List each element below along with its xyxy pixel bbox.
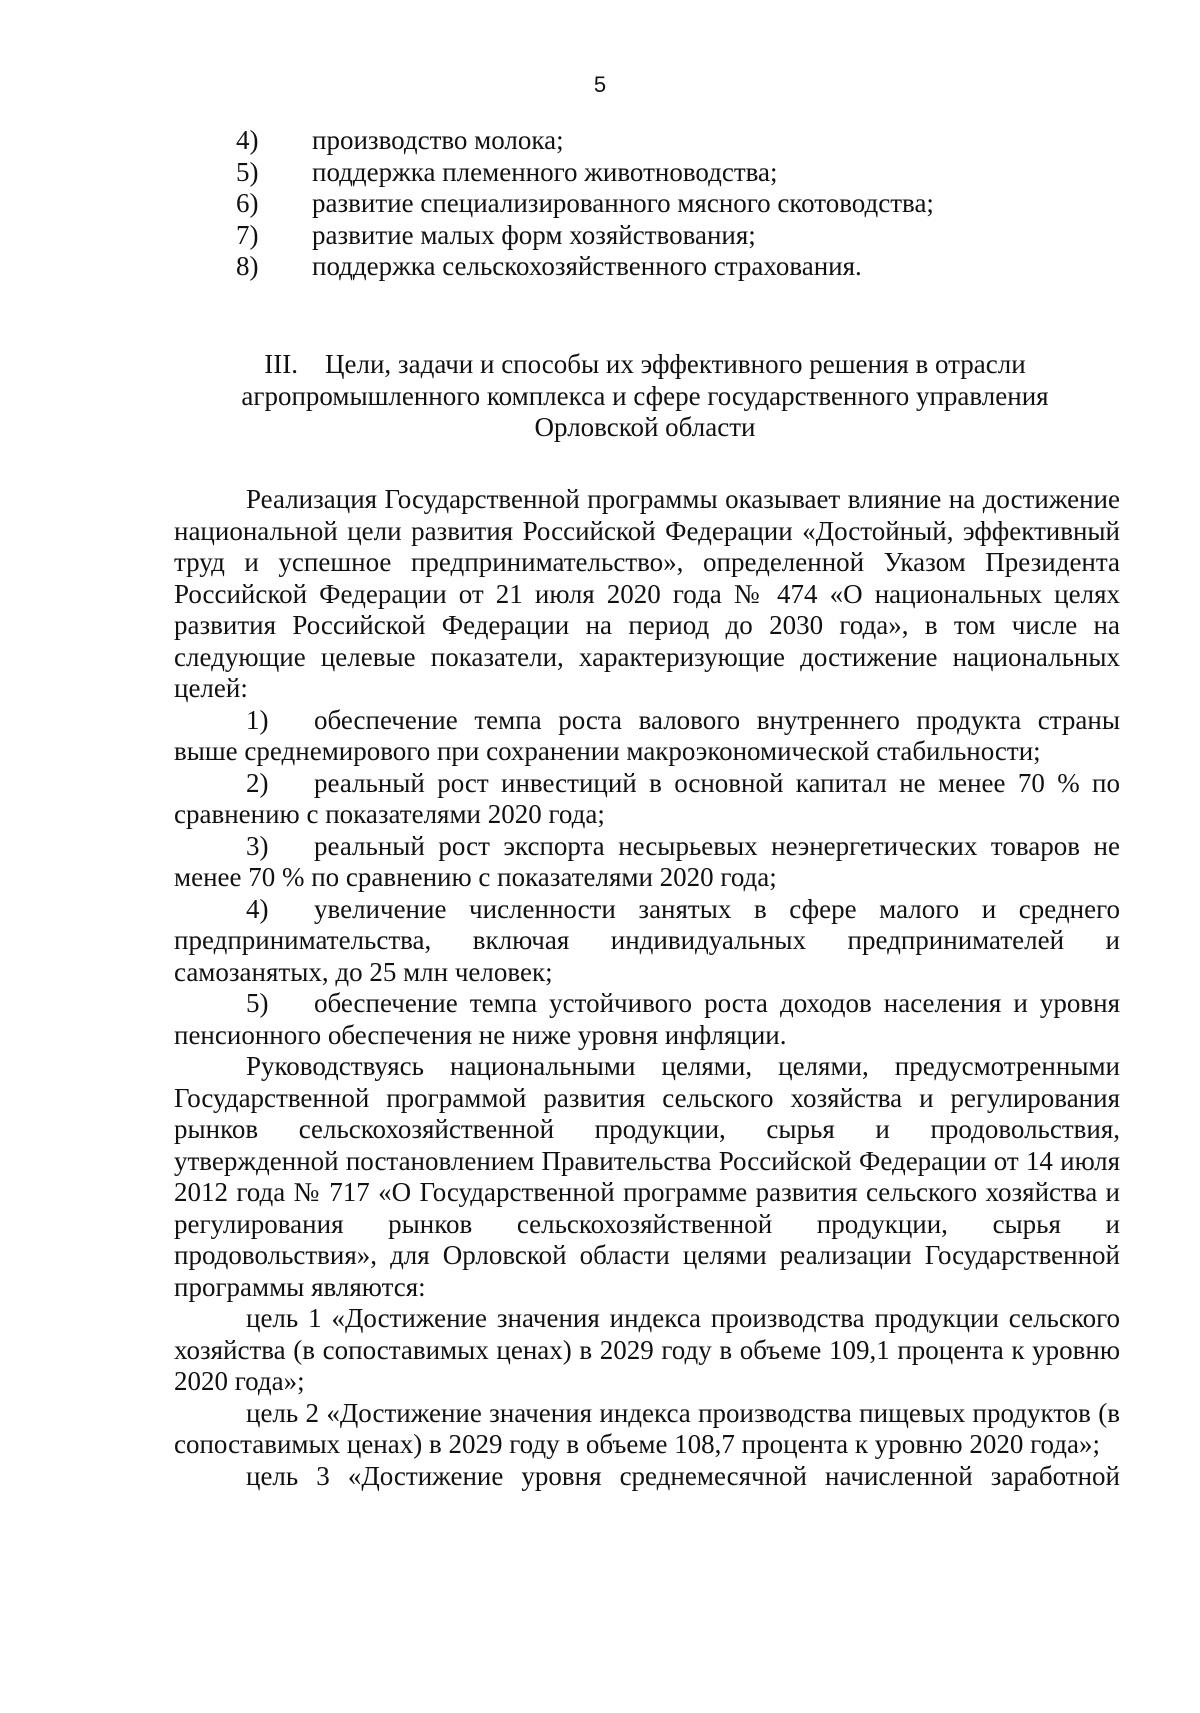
list-item-text: производство молока; (312, 125, 564, 155)
paragraph-intro: Реализация Государственной программы оказывает влияние на достижение национальной цели развития Российской Федерации «Достойный, эффективный труд и успешное предпринимательство», определенной Указом Президента Российской Федерации от 21 июля 2020 года № 474 «О национальных целях развития Российской Федерации на период до 2030 года», в том числе на следующие целевые показатели, характеризующие достижение национальных целей: (174, 484, 1120, 703)
indicator-text: увеличение численности занятых в сфере малого и среднего предпринимательства, включая индивидуальных предпринимателей и самозанятых, до 25 млн человек; (174, 893, 1120, 987)
list-item-number: 8) (236, 251, 259, 281)
list-item-number: 7) (236, 219, 259, 250)
indicator-text: обеспечение темпа устойчивого роста доходов населения и уровня пенсионного обеспечения не ниже уровня инфляции. (174, 988, 1120, 1050)
section-heading-line-1: III. Цели, задачи и способы их эффективного решения в отрасли (264, 349, 1026, 379)
list-item-number: 5) (236, 156, 259, 187)
indicator-number: 2) (246, 767, 269, 798)
indicator-item-1 (174, 705, 1120, 768)
indicator-number: 5) (246, 988, 269, 1018)
indicator-item-5 (174, 988, 1120, 1051)
list-item (236, 251, 1056, 283)
paragraph-goals-intro: Руководствуясь национальными целями, целями, предусмотренными Государственной программой развития сельского хозяйства и регулирования рынков сельскохозяйственной продукции, сырья и продовольствия, утвержденной постановлением Правительства Российской Федерации от 14 июля 2012 года № 717 «О Государственной программе развития сельского хозяйства и регулирования рынков сельскохозяйственной продукции, сырья и продовольствия», для Орловской области целями реализации Государственной программы являются: (174, 1051, 1120, 1302)
indicator-item-4 (174, 894, 1120, 989)
indicator-item-3 (174, 831, 1120, 894)
goal-1: цель 1 «Достижение значения индекса производства продукции сельского хозяйства (в сопоставимых ценах) в 2029 году в объеме 109,1 процента к уровню 2020 года»; (174, 1303, 1120, 1396)
list-item-number: 4) (236, 125, 259, 155)
indicator-number: 3) (246, 830, 269, 861)
goal-3: цель 3 «Достижение уровня среднемесячной начисленной заработной (246, 1460, 1120, 1491)
list-item-text: развитие специализированного мясного скотоводства; (312, 188, 934, 218)
list-item-text: развитие малых форм хозяйствования; (312, 219, 756, 250)
list-item-text: поддержка сельскохозяйственного страхования. (312, 251, 862, 281)
document-body (174, 484, 1120, 1492)
page-number: 5 (593, 72, 607, 97)
indicator-text: реальный рост инвестиций в основной капитал не менее 70 % по сравнению с показателями 2020 года; (174, 767, 1120, 829)
list-item (236, 125, 1056, 157)
list-item-text: поддержка племенного животноводства; (312, 156, 778, 187)
indicator-text: обеспечение темпа роста валового внутреннего продукта страны выше среднемирового при сохранении макроэкономической стабильности; (174, 704, 1120, 766)
section-heading-line-2: агропромышленного комплекса и сфере государственного управления (241, 380, 1049, 411)
top-list (236, 125, 1056, 283)
list-item (236, 220, 1056, 252)
list-item (236, 157, 1056, 189)
indicator-item-2 (174, 768, 1120, 831)
indicator-number: 4) (246, 893, 269, 924)
section-heading-line-3: Орловской области (534, 412, 756, 442)
indicator-number: 1) (246, 704, 269, 735)
goal-2: цель 2 «Достижение значения индекса производства пищевых продуктов (в сопоставимых ценах) в 2029 году в объеме 108,7 процента к уровню 2020 года»; (174, 1397, 1120, 1459)
indicator-text: реальный рост экспорта несырьевых неэнергетических товаров не менее 70 % по сравнению с показателями 2020 года; (174, 830, 1120, 892)
list-item-number: 6) (236, 188, 259, 218)
list-item (236, 188, 1056, 220)
section-heading (170, 349, 1120, 444)
